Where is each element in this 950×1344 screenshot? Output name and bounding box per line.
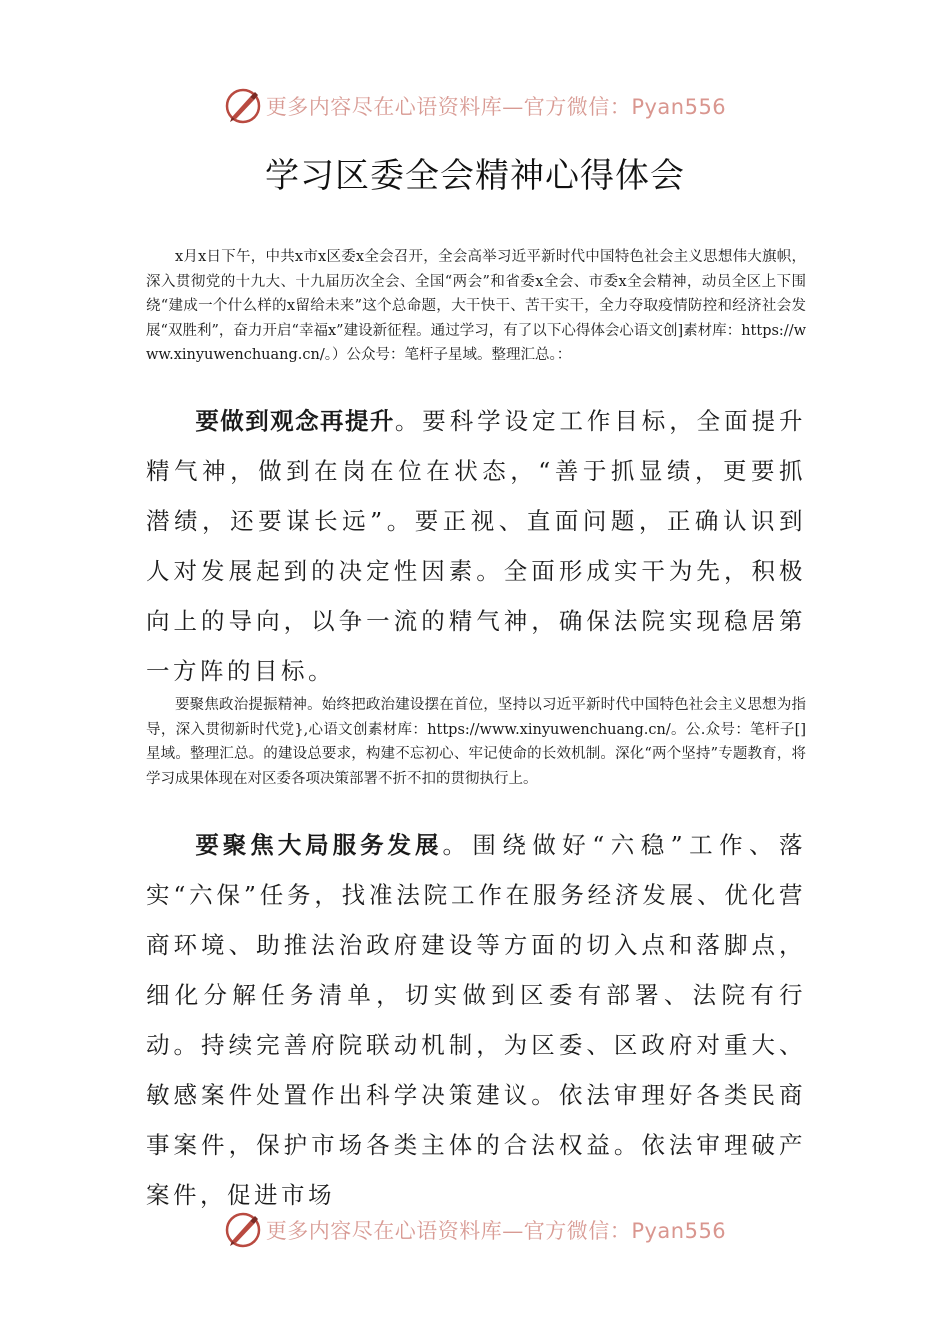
header-watermark-banner (0, 84, 950, 128)
wechat-id: Pyan556 (631, 1219, 727, 1243)
pen-logo-icon (224, 1211, 262, 1249)
section-lead: 要做到观念再提升 (195, 407, 395, 435)
section-lead: 要聚焦大局服务发展 (195, 831, 443, 859)
section-body: 。围绕做好“六稳”工作、落实“六保”任务，找准法院工作在服务经济发展、优化营商环境、助推法治政府建设等方面的切入点和落脚点，细化分解任务清单，切实做到区委有部署、法院有行动。持续完善府院联动机制，为区委、区政府对重大、敏感案件处置作出科学决策建议。依法审理好各类民商事案件，保护市场各类主体的合法权益。依法审理破产案件，促进市场 (146, 831, 806, 1209)
footer-watermark-banner (0, 1208, 950, 1252)
section-body: 。要科学设定工作目标，全面提升精气神，做到在岗在位在状态，“善于抓显绩，更要抓潜绩，还要谋长远”。要正视、直面问题，正确认识到人对发展起到的决定性因素。全面形成实干为先，积极向上的导向，以争一流的精气神，确保法院实现稳居第一方阵的目标。 (146, 407, 807, 685)
section-paragraph-service (146, 820, 806, 1220)
wechat-id: Pyan556 (631, 95, 727, 119)
politics-paragraph: 要聚焦政治提振精神。始终把政治建设摆在首位，坚持以习近平新时代中国特色社会主义思想为指导，深入贯彻新时代党},心语文创素材库：https://www.xinyuwenchuang.cn/。公.众号：笔杆子[]星域。整理汇总。的建设总要求，构建不忘初心、牢记使命的长效机制。深化“两个坚持”专题教育，将学习成果体现在对区委各项决策部署不折不扣的贯彻执行上。 (146, 697, 806, 787)
banner-text: 更多内容尽在心语资料库—官方微信：Pyan556 (265, 1219, 727, 1243)
page-title: 学习区委全会精神心得体会 (265, 156, 685, 196)
section-paragraph-concept (146, 396, 806, 696)
intro-paragraph: x月x日下午，中共x市x区委x全会召开，全会高举习近平新时代中国特色社会主义思想伟大旗帜，深入贯彻党的十九大、十九届历次全会、全国“两会”和省委x全会、市委x全会精神，动员全区上下围绕“建成一个什么样的x留给未来”这个总命题，大干快干、苦干实干，全力夺取疫情防控和经济社会发展“双胜利”，奋力开启“幸福x”建设新征程。通过学习，有了以下心得体会心语文创]素材库：https://www.xinyuwenchuang.cn/。）公众号：笔杆子星域。整理汇总。： (146, 249, 806, 363)
pen-logo-icon (224, 87, 262, 125)
banner-text: 更多内容尽在心语资料库—官方微信：Pyan556 (265, 95, 727, 119)
